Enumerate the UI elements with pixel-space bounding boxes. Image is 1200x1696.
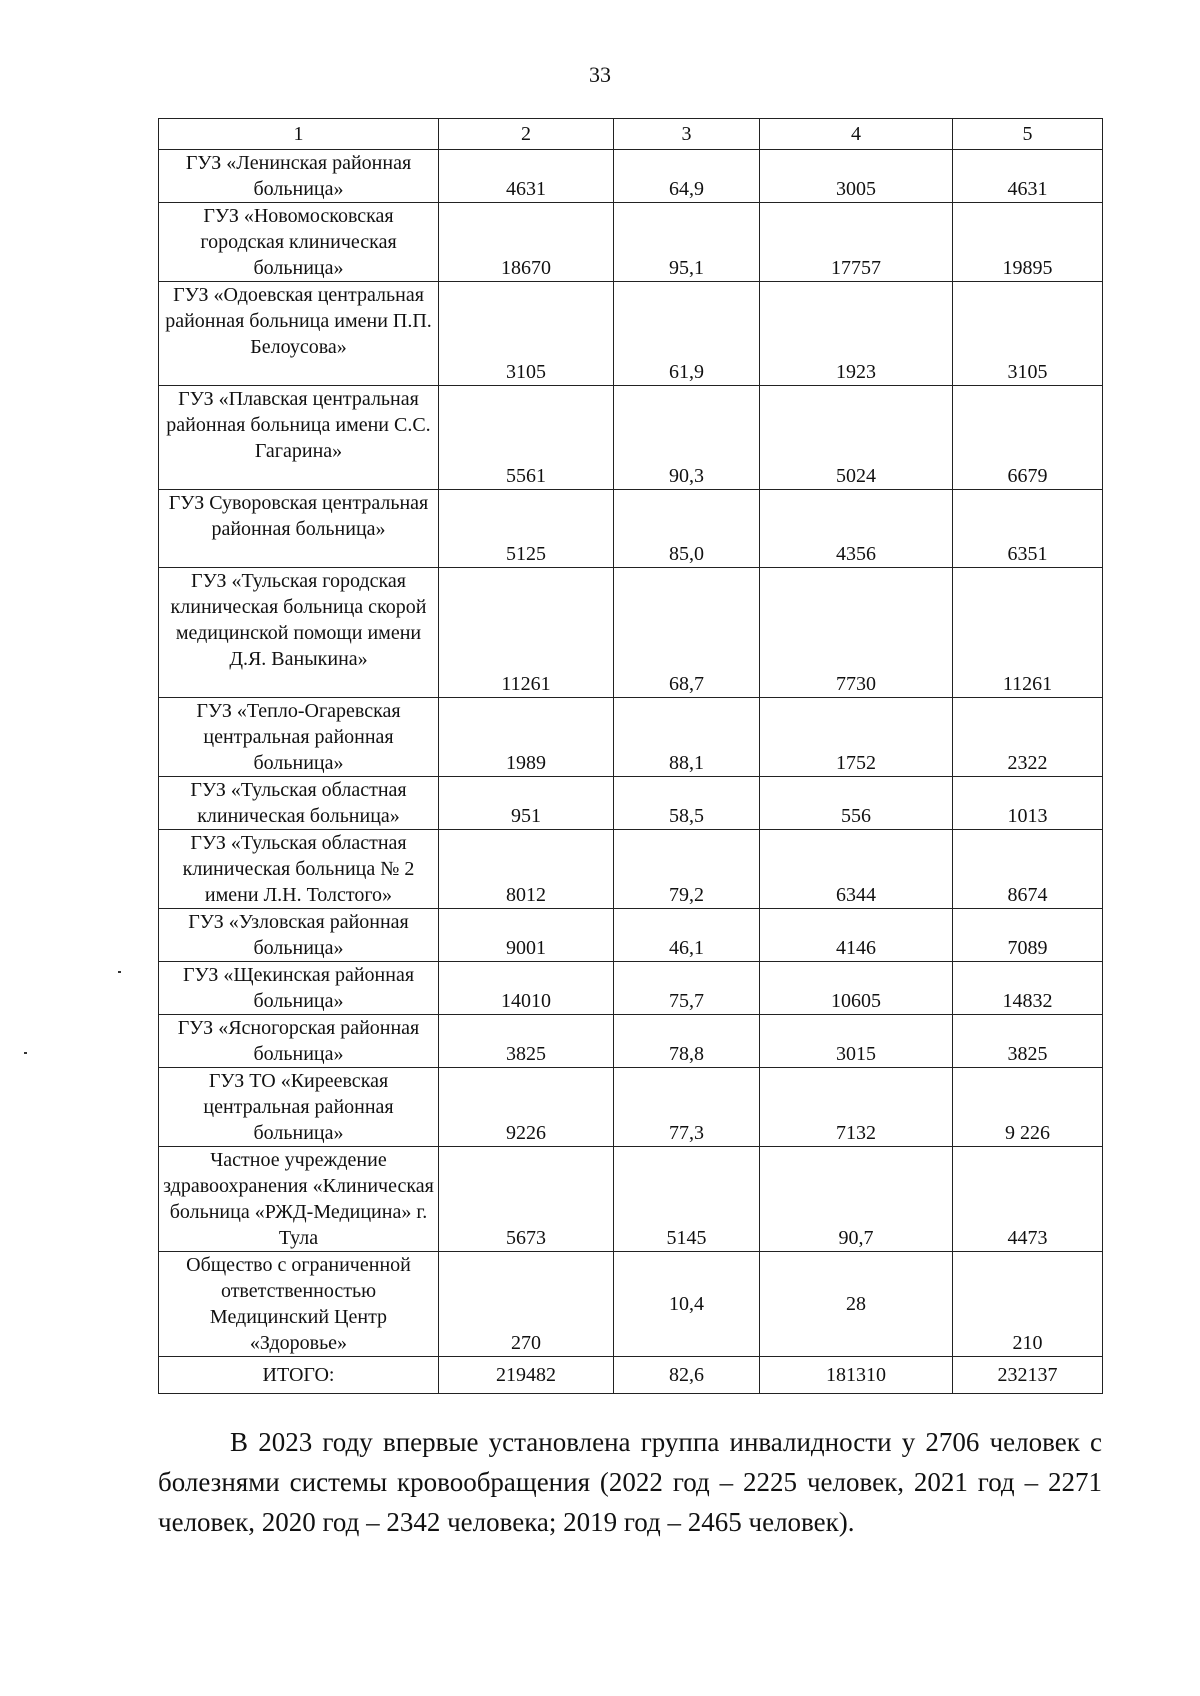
scan-speck [24, 1052, 27, 1054]
table-cell: 556 [760, 777, 953, 830]
table-cell: 7089 [953, 909, 1103, 962]
total-cell: 232137 [953, 1357, 1103, 1394]
total-label: ИТОГО: [159, 1357, 439, 1394]
column-header: 4 [760, 119, 953, 150]
table-cell: 6351 [953, 490, 1103, 568]
institution-name: ГУЗ «Тульская областная клиническая больница» [159, 777, 439, 830]
table-row [159, 150, 1103, 203]
table-cell: 8012 [439, 830, 614, 909]
table-cell: 78,8 [614, 1015, 760, 1068]
institution-name: ГУЗ ТО «Киреевская центральная районная больница» [159, 1068, 439, 1147]
institution-name: ГУЗ Суворовская центральная районная больница» [159, 490, 439, 568]
table-row [159, 386, 1103, 490]
table-cell: 75,7 [614, 962, 760, 1015]
table-cell: 28 [760, 1252, 953, 1357]
table-cell: 3825 [953, 1015, 1103, 1068]
column-header: 5 [953, 119, 1103, 150]
table-header-row [159, 119, 1103, 150]
table-cell: 85,0 [614, 490, 760, 568]
scan-speck [118, 971, 121, 973]
table-cell: 5024 [760, 386, 953, 490]
table-cell: 4356 [760, 490, 953, 568]
table-cell: 11261 [439, 568, 614, 698]
table-cell: 8674 [953, 830, 1103, 909]
table-cell: 951 [439, 777, 614, 830]
table-row [159, 1147, 1103, 1252]
table-row [159, 1015, 1103, 1068]
column-header: 3 [614, 119, 760, 150]
table-cell: 68,7 [614, 568, 760, 698]
table-cell: 11261 [953, 568, 1103, 698]
table-cell: 14010 [439, 962, 614, 1015]
table-cell: 2322 [953, 698, 1103, 777]
table-cell: 5561 [439, 386, 614, 490]
table-row [159, 698, 1103, 777]
table-cell: 9226 [439, 1068, 614, 1147]
table-cell: 17757 [760, 203, 953, 282]
table-cell: 5125 [439, 490, 614, 568]
table-cell: 14832 [953, 962, 1103, 1015]
institution-name: ГУЗ «Плавская центральная районная больница имени С.С. Гагарина» [159, 386, 439, 490]
institution-name: ГУЗ «Тепло-Огаревская центральная районная больница» [159, 698, 439, 777]
table-row [159, 777, 1103, 830]
table-cell: 90,7 [760, 1147, 953, 1252]
table-cell: 19895 [953, 203, 1103, 282]
total-row [159, 1357, 1103, 1394]
table-cell: 10,4 [614, 1252, 760, 1357]
column-header: 2 [439, 119, 614, 150]
column-header: 1 [159, 119, 439, 150]
table-cell: 3005 [760, 150, 953, 203]
institution-name: ГУЗ «Ленинская районная больница» [159, 150, 439, 203]
table-cell: 4146 [760, 909, 953, 962]
table-row [159, 203, 1103, 282]
table-cell: 77,3 [614, 1068, 760, 1147]
table-cell: 3105 [439, 282, 614, 386]
table-cell: 46,1 [614, 909, 760, 962]
table-row [159, 962, 1103, 1015]
table-row [159, 909, 1103, 962]
institution-name: ГУЗ «Тульская городская клиническая больница скорой медицинской помощи имени Д.Я. Ваныкина» [159, 568, 439, 698]
table-row [159, 1252, 1103, 1357]
table-cell: 18670 [439, 203, 614, 282]
table-cell: 5145 [614, 1147, 760, 1252]
institution-name: ГУЗ «Тульская областная клиническая больница № 2 имени Л.Н. Толстого» [159, 830, 439, 909]
table-row [159, 830, 1103, 909]
institution-name: ГУЗ «Одоевская центральная районная больница имени П.П. Белоусова» [159, 282, 439, 386]
table-cell: 9 226 [953, 1068, 1103, 1147]
institution-name: Частное учреждение здравоохранения «Клиническая больница «РЖД-Медицина» г. Тула [159, 1147, 439, 1252]
table-cell: 64,9 [614, 150, 760, 203]
table-cell: 3105 [953, 282, 1103, 386]
page-number: 33 [589, 62, 611, 87]
table-cell: 7132 [760, 1068, 953, 1147]
table-cell: 1752 [760, 698, 953, 777]
hospital-statistics-table [158, 118, 1103, 1394]
table-cell: 1013 [953, 777, 1103, 830]
table-cell: 3015 [760, 1015, 953, 1068]
table-cell: 1989 [439, 698, 614, 777]
institution-name: ГУЗ «Ясногорская районная больница» [159, 1015, 439, 1068]
table-cell: 1923 [760, 282, 953, 386]
table-row [159, 1068, 1103, 1147]
institution-name: ГУЗ «Щекинская районная больница» [159, 962, 439, 1015]
table-cell: 10605 [760, 962, 953, 1015]
total-cell: 181310 [760, 1357, 953, 1394]
table-cell: 270 [439, 1252, 614, 1357]
table-row [159, 282, 1103, 386]
table-cell: 4473 [953, 1147, 1103, 1252]
total-cell: 82,6 [614, 1357, 760, 1394]
institution-name: ГУЗ «Новомосковская городская клиническая больница» [159, 203, 439, 282]
table-cell: 61,9 [614, 282, 760, 386]
table-cell: 90,3 [614, 386, 760, 490]
table-row [159, 490, 1103, 568]
body-paragraph: В 2023 году впервые установлена группа инвалидности у 2706 человек с болезнями системы кровообращения (2022 год – 2225 человек, 2021 год – 2271 человек, 2020 год – 2342 человека; 2019 год – 2465 человек). [158, 1427, 1102, 1537]
institution-name: Общество с ограниченной ответственностью Медицинский Центр «Здоровье» [159, 1252, 439, 1357]
table-cell: 6344 [760, 830, 953, 909]
table-cell: 5673 [439, 1147, 614, 1252]
table-cell: 210 [953, 1252, 1103, 1357]
table-cell: 3825 [439, 1015, 614, 1068]
institution-name: ГУЗ «Узловская районная больница» [159, 909, 439, 962]
table-cell: 9001 [439, 909, 614, 962]
table-cell: 58,5 [614, 777, 760, 830]
table-cell: 4631 [953, 150, 1103, 203]
table-cell: 88,1 [614, 698, 760, 777]
table-row [159, 568, 1103, 698]
table-cell: 4631 [439, 150, 614, 203]
table-cell: 7730 [760, 568, 953, 698]
table-cell: 79,2 [614, 830, 760, 909]
table-cell: 6679 [953, 386, 1103, 490]
table-cell: 95,1 [614, 203, 760, 282]
total-cell: 219482 [439, 1357, 614, 1394]
